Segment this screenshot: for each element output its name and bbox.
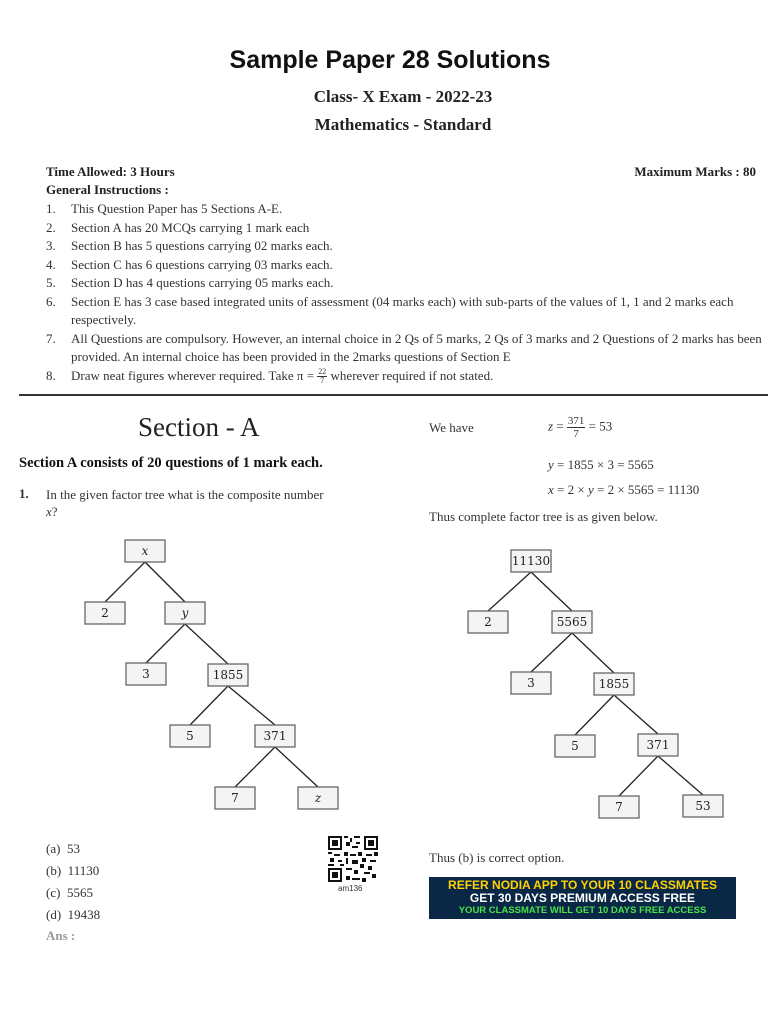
tree-solution-node — [599, 796, 639, 818]
option-a: (a) 53 — [46, 841, 80, 856]
option-c: (c) 5565 — [46, 885, 93, 900]
conclusion-text: Thus (b) is correct option. — [429, 850, 565, 865]
promo-banner[interactable] — [429, 877, 736, 919]
tree-solution-node-label: 11130 — [511, 554, 551, 568]
tree-solution-node-label: 53 — [695, 799, 711, 813]
answer-label: Ans : — [46, 928, 76, 943]
pi-fraction: $\frac{22}{7}$ — [318, 367, 327, 386]
tree-solution-edge — [488, 572, 531, 611]
instruction-item: 6. Section E has 3 case based integrated units of assessment (04 marks each) with sub-parts of the values of 1, 1 and 2 marks each respectively. — [46, 293, 734, 327]
question-text: In the given factor tree what is the composite number x? — [46, 487, 324, 519]
instruction-item: 8. Draw neat figures wherever required. Take π = $\frac{22}{7}$ wherever required if not stated. — [46, 367, 494, 386]
qr-code-icon — [328, 836, 378, 882]
banner-line-2: GET 30 DAYS PREMIUM ACCESS FREE — [469, 891, 696, 905]
tree-question-node-label: 2 — [101, 606, 109, 620]
question-number: 1. — [19, 486, 29, 501]
class-line: Class- X Exam - 2022-23 — [313, 87, 493, 106]
tree-solution-node — [511, 672, 551, 694]
we-have-label: We have — [429, 420, 474, 435]
instruction-item: 7. All Questions are compulsory. However, an internal choice in 2 Qs of 5 marks, 2 Qs of 3 marks and 2 Questions of 2 marks has been provided. An internal choice has been provided in the 2marks questions of Section E — [46, 330, 762, 364]
general-instructions-heading: General Instructions : — [46, 182, 169, 197]
equation-z: z = $\frac{371}{7} = 53$ — [548, 415, 613, 440]
tree-solution-node-label: 7 — [615, 800, 623, 814]
tree-solution-edge — [614, 695, 658, 734]
section-title: Section - A — [138, 412, 260, 442]
instruction-item: 5. Section D has 4 questions carrying 05 marks each. — [46, 275, 334, 290]
tree-solution-edge — [531, 633, 572, 672]
tree-solution-node-label: 3 — [527, 676, 535, 690]
page-title: Sample Paper 28 Solutions — [229, 46, 551, 74]
option-d: (d) 19438 — [46, 907, 101, 922]
tree-solution-edge — [619, 756, 658, 796]
time-allowed: Time Allowed: 3 Hours — [46, 164, 175, 179]
equation-x: x = 2 × y = 2 × 5565 = 11130 — [548, 482, 700, 497]
tree-question-node-label: 1855 — [212, 668, 244, 682]
tree-solution-node-label: 371 — [646, 738, 670, 752]
tree-solution-node-label: 5565 — [556, 615, 588, 629]
tree-solution-edge — [572, 633, 614, 673]
tree-solution-edge — [575, 695, 614, 735]
tree-question-node-label: 371 — [263, 729, 287, 743]
banner-line-3: YOUR CLASSMATE WILL GET 10 DAYS FREE ACCESS — [458, 905, 707, 916]
qr-code-label: am136 — [338, 884, 363, 893]
tree-solution-node — [683, 795, 723, 817]
tree-question-node-label: 3 — [142, 667, 150, 681]
tree-solution-edge — [531, 572, 572, 611]
tree-question-node-label: z — [314, 791, 322, 805]
section-subtitle: Section A consists of 20 questions of 1 mark each. — [19, 455, 323, 471]
tree-solution-node — [555, 735, 595, 757]
tree-solution-node-label: 1855 — [598, 677, 630, 691]
tree-question-node-label: y — [181, 606, 189, 620]
equation-y: y = 1855 × 3 = 5565 — [548, 457, 654, 472]
tree-question-node-label: x — [141, 544, 149, 558]
instruction-item: 4. Section C has 6 questions carrying 03 marks each. — [46, 256, 333, 272]
option-b: (b) 11130 — [46, 863, 100, 878]
tree-solution-node — [638, 734, 678, 756]
banner-line-1: REFER NODIA APP TO YOUR 10 CLASSMATES — [448, 878, 717, 892]
tree-solution-node — [594, 673, 634, 695]
subject-line: Mathematics - Standard — [314, 115, 492, 134]
max-marks: Maximum Marks : 80 — [634, 164, 756, 179]
tree-solution-node — [468, 611, 508, 633]
tree-solution-node-label: 2 — [484, 615, 492, 629]
tree-solution-edge — [658, 756, 703, 795]
tree-solution-node — [511, 550, 551, 572]
thus-tree-text: Thus complete factor tree is as given below. — [429, 509, 658, 524]
tree-solution-node-label: 5 — [571, 739, 579, 753]
instruction-item: 1. This Question Paper has 5 Sections A-E. — [46, 201, 283, 216]
options-list — [46, 838, 100, 926]
instruction-item: 2. Section A has 20 MCQs carrying 1 mark each — [46, 219, 310, 235]
instruction-item: 3. Section B has 5 questions carrying 02 marks each. — [46, 238, 333, 253]
tree-solution-node — [552, 611, 592, 633]
tree-question-node-label: 7 — [231, 791, 239, 805]
tree-question-node-label: 5 — [186, 729, 194, 743]
